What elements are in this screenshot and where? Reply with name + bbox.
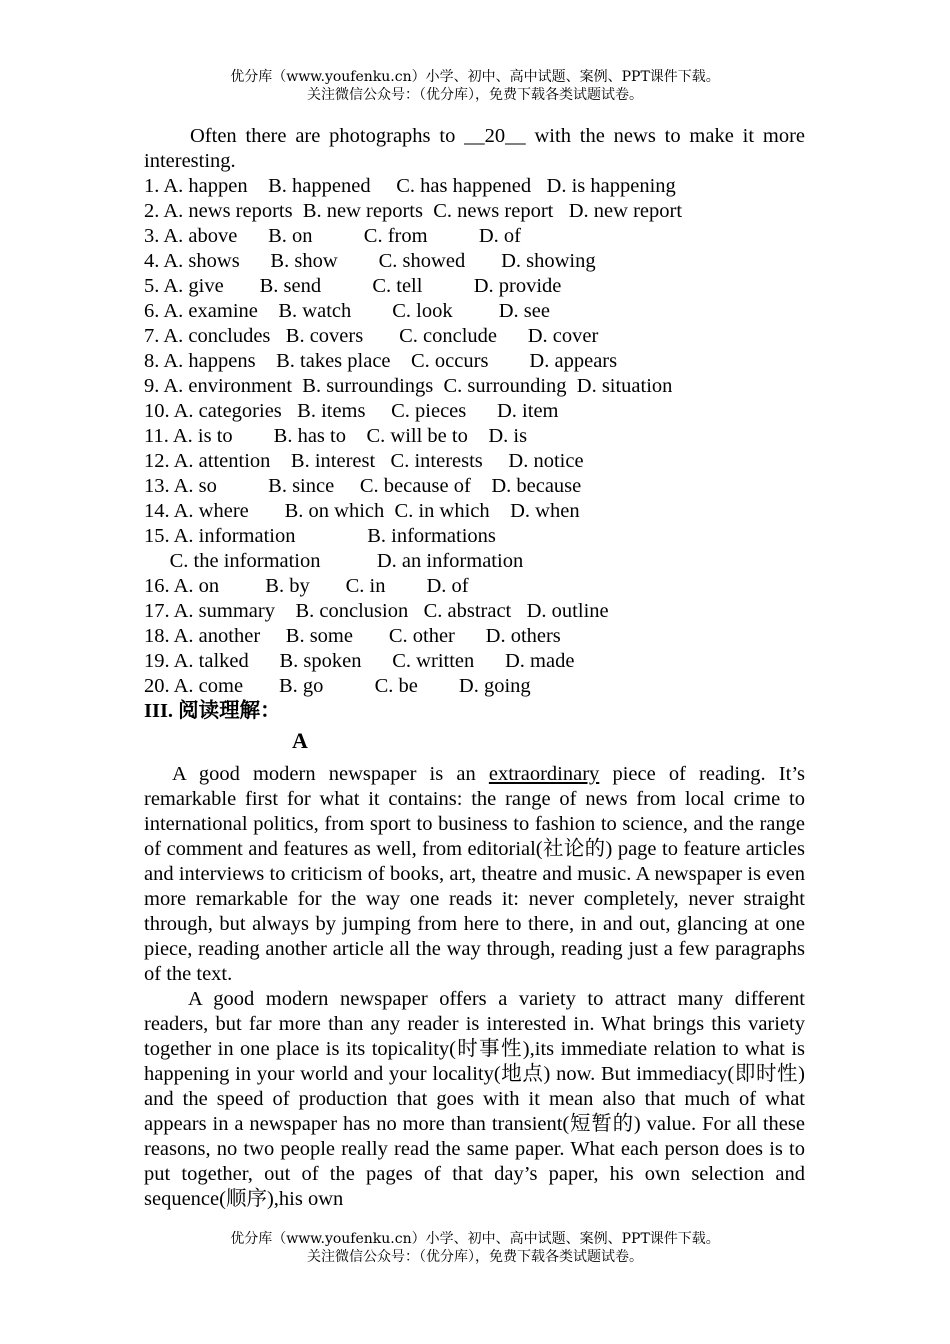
option-line-3: 3. A. above B. on C. from D. of [144, 225, 521, 247]
passage-paragraph-1 [144, 762, 805, 987]
option-line-15a: 15. A. information B. informations [144, 525, 496, 547]
option-line-20: 20. A. come B. go C. be D. going [144, 675, 531, 697]
options-list [144, 174, 805, 699]
page-header [0, 68, 950, 104]
option-line-13: 13. A. so B. since C. because of D. because [144, 475, 582, 497]
option-line-14: 14. A. where B. on which C. in which D. when [144, 500, 580, 522]
page-footer [0, 1230, 950, 1266]
option-line-1: 1. A. happen B. happened C. has happened D. is happening [144, 175, 676, 197]
option-line-8: 8. A. happens B. takes place C. occurs D. appears [144, 350, 618, 372]
passage-paragraph-2: A good modern newspaper offers a variety to attract many different readers, but far more than any reader is interested in. What brings this variety together in one place is its topicality(时事性),its immediate relation to what is happening in your world and your locality(地点) now. But immediacy(即时性) and the speed of production that goes with it mean also that much of what appears in a newspaper has no more than transient(短暂的) value. For all these reasons, no two people really read the same paper. What each person does is to put together, out of the pages of that day’s paper, his own selection and sequence(顺序),his own [144, 988, 805, 1210]
option-line-16: 16. A. on B. by C. in D. of [144, 575, 469, 597]
option-line-17: 17. A. summary B. conclusion C. abstract D. outline [144, 600, 609, 622]
option-line-18: 18. A. another B. some C. other D. others [144, 625, 561, 647]
option-line-2: 2. A. news reports B. new reports C. news report D. new report [144, 200, 683, 222]
passage-letter: A [292, 728, 308, 753]
option-line-15b: C. the information D. an information [144, 550, 524, 572]
option-line-9: 9. A. environment B. surroundings C. surrounding D. situation [144, 375, 673, 397]
header-line-1: 优分库（www.youfenku.cn）小学、初中、高中试题、案例、PPT课件下载。 [230, 69, 720, 85]
header-line-2: 关注微信公众号：（优分库），免费下载各类试题试卷。 [307, 87, 643, 103]
option-line-10: 10. A. categories B. items C. pieces D. item [144, 400, 559, 422]
footer-line-2: 关注微信公众号：（优分库），免费下载各类试题试卷。 [307, 1249, 643, 1265]
option-line-5: 5. A. give B. send C. tell D. provide [144, 275, 562, 297]
section-title: III. 阅读理解： [144, 700, 281, 722]
cloze-last-sentence: Often there are photographs to __20__ with the news to make it more interesting. [144, 125, 805, 172]
option-line-12: 12. A. attention B. interest C. interests D. notice [144, 450, 584, 472]
footer-line-1: 优分库（www.youfenku.cn）小学、初中、高中试题、案例、PPT课件下载。 [230, 1231, 720, 1247]
option-line-4: 4. A. shows B. show C. showed D. showing [144, 250, 596, 272]
option-line-7: 7. A. concludes B. covers C. conclude D. cover [144, 325, 599, 347]
option-line-19: 19. A. talked B. spoken C. written D. made [144, 650, 575, 672]
p1-text-before: A good modern newspaper is an [172, 763, 489, 785]
underlined-word: extraordinary [488, 763, 600, 785]
p1-text-after: piece of reading. It’s remarkable first for what it contains: the range of news from local crime to international politics, from sport to business to fashion to science, and the range of comment and features as well, from editorial(社论的) page to feature articles and interviews to criticism of books, art, theatre and music. A newspaper is even more remarkable for the way one reads it: never completely, never straight through, but always by jumping from here to there, in and out, glancing at one piece, reading another article all the way through, reading just a few paragraphs of the text. [144, 763, 805, 985]
document-body [144, 124, 805, 1212]
option-line-6: 6. A. examine B. watch C. look D. see [144, 300, 550, 322]
option-line-11: 11. A. is to B. has to C. will be to D. is [144, 425, 528, 447]
